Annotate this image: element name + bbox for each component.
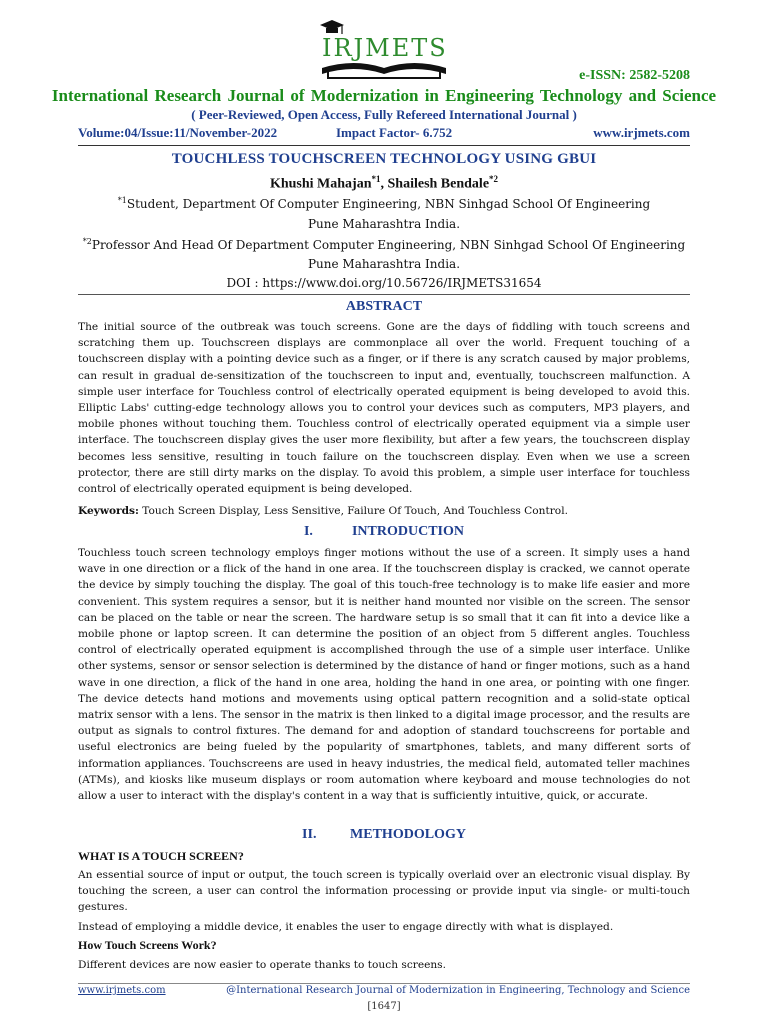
introduction-text: Touchless touch screen technology employs finger motions without the use of a screen. It simply uses a hand wave in one direction or a flick of the hand in one area. If the touchscreen display is cracked, we cannot operate the device by simply touching the display. The goal of this touch-free technology is to make life easier and more convenient. This system requires a sensor, but it is neither hand mounted nor visible on the screen. The sensor can be placed on the table or near the screen. The hardware setup is so small that it can fit into a device like a mobile phone or laptop screen. It can determine the position of an object from 5 different angles. Touchless control of electrically operated equipment is accomplished through the use of a simple user interface. Unlike other systems, sensor or sensor selection is determined by the distance of hand or finger motions, such as a hand wave in one direction, a flick of the hand in one area, holding the hand in one area, or pointing with one finger. The device detects hand motions and movements using optical pattern recognition and a solid-state optical matrix sensor with a lens. The sensor in the matrix is then linked to a digital image processor, and the results are output as signals to control fixtures. The demand for and adoption of standard touchscreens for portable and useful electronics are being fueled by the popularity of smartphones, tablets, and many different sorts of information appliances. Touchscreens are used in heavy industries, the medical field, automated teller machines (ATMs), and kiosks like museum displays or room automation where keyboard and mouse technologies do not allow a user to interact with the display's content in a way that is sufficiently intuitive, quick, or accurate. <box>78 547 690 803</box>
doi-link[interactable]: DOI : https://www.doi.org/10.56726/IRJMETS31654 <box>226 276 542 290</box>
affiliation-1-line2: Pune Maharashtra India. <box>307 217 461 231</box>
keywords-line <box>78 503 690 519</box>
journal-website[interactable]: www.irjmets.com <box>593 125 690 140</box>
keywords-text: Touch Screen Display, Less Sensitive, Failure Of Touch, And Touchless Control. <box>138 505 568 517</box>
issue-meta-row <box>78 125 690 143</box>
author-mark: *1 <box>371 174 381 184</box>
author-mark: *2 <box>489 174 499 184</box>
author-name: Khushi Mahajan <box>269 176 372 192</box>
page-number: [1647] <box>367 1001 401 1012</box>
abstract-heading: ABSTRACT <box>345 299 423 314</box>
methodology-paragraph-1: An essential source of input or output, the touch screen is typically overlaid over an electronic visual display. By touching the screen, a user can control the information processing or provide input via single- or multi-touch gestures. <box>78 869 690 914</box>
paper-title: TOUCHLESS TOUCHSCREEN TECHNOLOGY USING GBUI <box>171 151 597 167</box>
section-title: METHODOLOGY <box>350 827 466 842</box>
footer-divider <box>78 983 690 984</box>
footer-copyright: @International Research Journal of Modernization in Engineering, Technology and Science <box>226 985 690 996</box>
affiliation-2-line1 <box>0 237 768 252</box>
section-title: INTRODUCTION <box>351 524 464 539</box>
affiliation-mark: *2 <box>82 237 92 246</box>
impact-factor: Impact Factor- 6.752 <box>336 125 453 140</box>
authors <box>0 174 768 193</box>
volume-issue: Volume:04/Issue:11/November-2022 <box>78 125 278 140</box>
section-number: I. <box>303 524 313 539</box>
affiliation-mark: *1 <box>117 196 127 205</box>
footer-website-link[interactable]: www.irjmets.com <box>78 985 166 996</box>
methodology-paragraph-2: Instead of employing a middle device, it enables the user to engage directly with what is displayed. <box>78 921 614 933</box>
keywords-label: Keywords: <box>78 505 139 517</box>
methodology-paragraph-3: Different devices are now easier to operate thanks to touch screens. <box>78 959 446 971</box>
author-name: Shailesh Bendale <box>387 176 490 192</box>
journal-logo <box>318 12 450 82</box>
journal-subtitle: ( Peer-Reviewed, Open Access, Fully Refereed International Journal ) <box>191 107 577 122</box>
affiliation-text: Student, Department Of Computer Engineering, NBN Sinhgad School Of Engineering <box>126 197 651 211</box>
section-number: II. <box>302 827 317 842</box>
abstract-text: The initial source of the outbreak was touch screens. Gone are the days of fiddling with touch screens and scratching them up. Touchscreen displays are commonplace all over the world. Frequent touching of a touchscreen display with a pointing device such as a finger, or if there is any scratch caused by major problems, can result in gradual de-sensitization of the touchscreen to input and, eventually, touchscreen malfunction. A simple user interface for Touchless control of electrically operated equipment is being developed to avoid this. Elliptic Labs' cutting-edge technology allows you to control your devices such as computers, MP3 players, and mobile phones without touching them. Touchless control of electrically operated equipment via a simple user interface. The touchscreen display gives the user more flexibility, but after a few years, the touchscreen display becomes less sensitive, resulting in touch failure on the touchscreen display. Even when we use a screen protector, there are still dirty marks on the display. To avoid this problem, a simple user interface for touchless control of electrically operated equipment is being developed. <box>78 321 690 496</box>
logo-wordmark: IRJMETS <box>322 34 448 62</box>
introduction-heading <box>0 524 768 540</box>
affiliation-text: Professor And Head Of Department Computer Engineering, NBN Sinhgad School Of Engineering <box>91 238 686 252</box>
eissn: e-ISSN: 2582-5208 <box>579 68 690 83</box>
title-divider <box>78 294 690 295</box>
methodology-heading <box>0 827 768 843</box>
header-divider <box>78 145 690 146</box>
author-separator: , <box>380 176 388 192</box>
journal-title: International Research Journal of Modernization in Engineering Technology and Science <box>51 86 717 105</box>
affiliation-1-line1 <box>0 196 768 211</box>
subheading-how-touch-screens-work: How Touch Screens Work? <box>78 938 217 952</box>
affiliation-2-line2: Pune Maharashtra India. <box>307 257 461 271</box>
subheading-what-is-touch-screen: WHAT IS A TOUCH SCREEN? <box>78 849 244 863</box>
